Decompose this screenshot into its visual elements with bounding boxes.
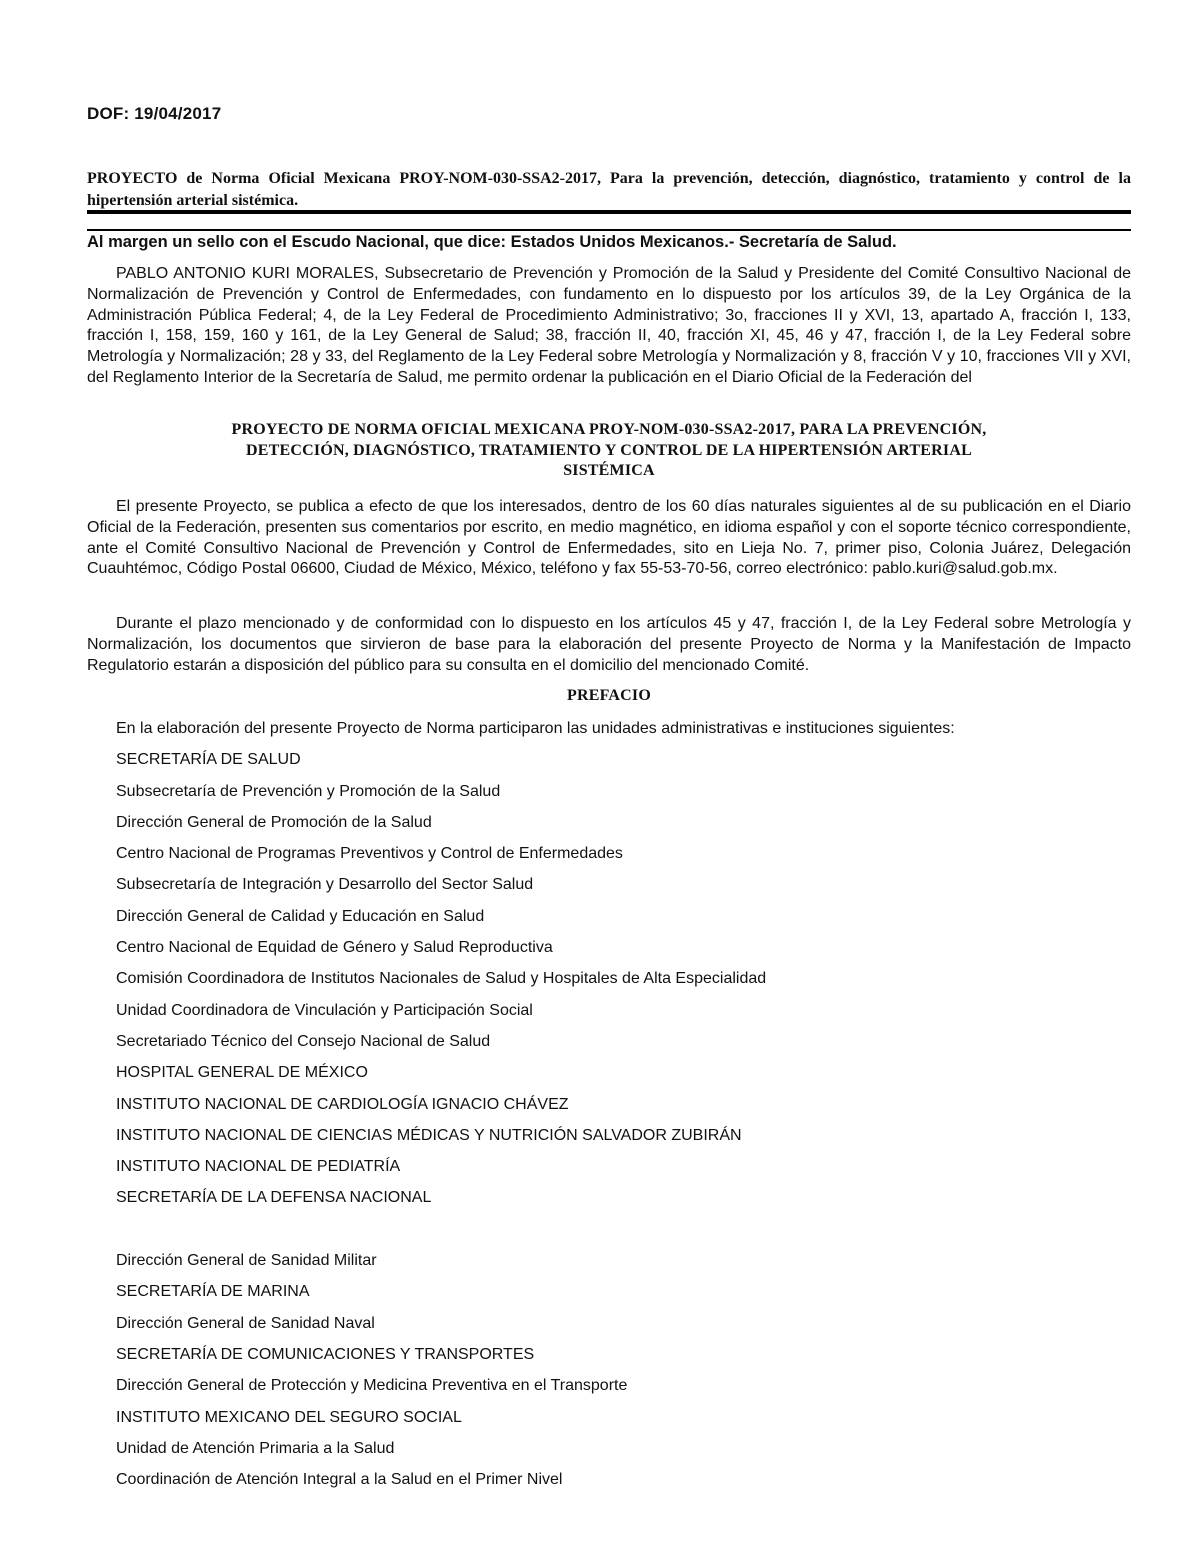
- list-item: Dirección General de Sanidad Militar: [116, 1252, 377, 1270]
- dof-date: DOF: 19/04/2017: [87, 104, 222, 123]
- document-page: [87, 0, 1131, 1553]
- list-item: SECRETARÍA DE SALUD: [116, 751, 301, 769]
- list-item: INSTITUTO MEXICANO DEL SEGURO SOCIAL: [116, 1408, 462, 1426]
- list-item: Dirección General de Sanidad Naval: [116, 1314, 375, 1332]
- list-item: Comisión Coordinadora de Institutos Nacionales de Salud y Hospitales de Alta Especialidad: [116, 970, 767, 988]
- main-heading-line-1: PROYECTO DE NORMA OFICIAL MEXICANA PROY-NOM-030-SSA2-2017, PARA LA PREVENCIÓN,: [231, 421, 987, 438]
- list-item: INSTITUTO NACIONAL DE PEDIATRÍA: [116, 1158, 401, 1176]
- list-item: Secretariado Técnico del Consejo Nacional de Salud: [116, 1032, 491, 1050]
- main-heading: [87, 420, 1131, 482]
- list-item: SECRETARÍA DE LA DEFENSA NACIONAL: [116, 1189, 432, 1207]
- document-title: PROYECTO de Norma Oficial Mexicana PROY-NOM-030-SSA2-2017, Para la prevención, detección, diagnóstico, tratamiento y control de la hipertensión arterial sistémica.: [87, 170, 1131, 209]
- participants-list: [116, 717, 1116, 1499]
- list-item: Subsecretaría de Prevención y Promoción de la Salud: [116, 782, 501, 800]
- list-item: En la elaboración del presente Proyecto de Norma participaron las unidades administrativas e instituciones siguientes:: [116, 720, 955, 737]
- list-item: SECRETARÍA DE MARINA: [116, 1283, 310, 1301]
- list-item: Centro Nacional de Equidad de Género y Salud Reproductiva: [116, 939, 553, 957]
- intro-paragraph: PABLO ANTONIO KURI MORALES, Subsecretario de Prevención y Promoción de la Salud y Presidente del Comité Consultivo Nacional de Normalización de Prevención y Control de Enfermedades, con fundamento en lo dispuesto por los artículos 39, de la Ley Orgánica de la Administración Pública Federal; 4, de la Ley Federal de Procedimiento Administrativo; 3o, fracciones II y XVI, 13, apartado A, fracción I, 133, fracción I, 158, 159, 160 y 161, de la Ley General de Salud; 38, fracción II, 40, fracción XI, 45, 46 y 47, fracción I, de la Ley Federal sobre Metrología y Normalización; 28 y 33, del Reglamento de la Ley Federal sobre Metrología y Normalización y 8, fracción V y 10, fracciones VII y XVI, del Reglamento Interior de la Secretaría de Salud, me permito ordenar la publicación en el Diario Oficial de la Federación del: [87, 265, 1131, 386]
- main-heading-line-3: SISTÉMICA: [563, 462, 655, 479]
- main-heading-line-2: DETECCIÓN, DIAGNÓSTICO, TRATAMIENTO Y CONTROL DE LA HIPERTENSIÓN ARTERIAL: [246, 441, 972, 459]
- list-item: HOSPITAL GENERAL DE MÉXICO: [116, 1064, 368, 1082]
- margin-note: Al margen un sello con el Escudo Nacional, que dice: Estados Unidos Mexicanos.- Secretaría de Salud.: [87, 233, 897, 251]
- list-item: Dirección General de Promoción de la Salud: [116, 813, 432, 831]
- list-item: Subsecretaría de Integración y Desarrollo del Sector Salud: [116, 876, 534, 894]
- prefacio-heading: PREFACIO: [567, 687, 651, 704]
- list-item: SECRETARÍA DE COMUNICACIONES Y TRANSPORTES: [116, 1345, 535, 1363]
- list-item: Dirección General de Calidad y Educación en Salud: [116, 907, 485, 925]
- availability-paragraph: Durante el plazo mencionado y de conformidad con lo dispuesto en los artículos 45 y 47, fracción I, de la Ley Federal sobre Metrología y Normalización, los documentos que sirvieron de base para la elaboración del presente Proyecto de Norma y la Manifestación de Impacto Regulatorio estarán a disposición del público para su consulta en el domicilio del mencionado Comité.: [87, 615, 1131, 674]
- title-rule-thick: [87, 210, 1131, 214]
- list-item: Dirección General de Protección y Medicina Preventiva en el Transporte: [116, 1377, 628, 1395]
- list-item: Coordinación de Atención Integral a la Salud en el Primer Nivel: [116, 1471, 563, 1489]
- list-item: INSTITUTO NACIONAL DE CIENCIAS MÉDICAS Y NUTRICIÓN SALVADOR ZUBIRÁN: [116, 1126, 742, 1144]
- list-spacer: [116, 1218, 1116, 1249]
- list-item: INSTITUTO NACIONAL DE CARDIOLOGÍA IGNACIO CHÁVEZ: [116, 1095, 569, 1113]
- list-item: Unidad Coordinadora de Vinculación y Participación Social: [116, 1001, 533, 1019]
- publication-paragraph: El presente Proyecto, se publica a efecto de que los interesados, dentro de los 60 días naturales siguientes al de su publicación en el Diario Oficial de la Federación, presenten sus comentarios por escrito, en medio magnético, en idioma español y con el soporte técnico correspondiente, ante el Comité Consultivo Nacional de Prevención y Control de Enfermedades, sito en Lieja No. 7, primer piso, Colonia Juárez, Delegación Cuauhtémoc, Código Postal 06600, Ciudad de México, México, teléfono y fax 55-53-70-56, correo electrónico: pablo.kuri@salud.gob.mx.: [87, 498, 1131, 578]
- list-item: Unidad de Atención Primaria a la Salud: [116, 1439, 395, 1457]
- list-item: Centro Nacional de Programas Preventivos y Control de Enfermedades: [116, 845, 623, 863]
